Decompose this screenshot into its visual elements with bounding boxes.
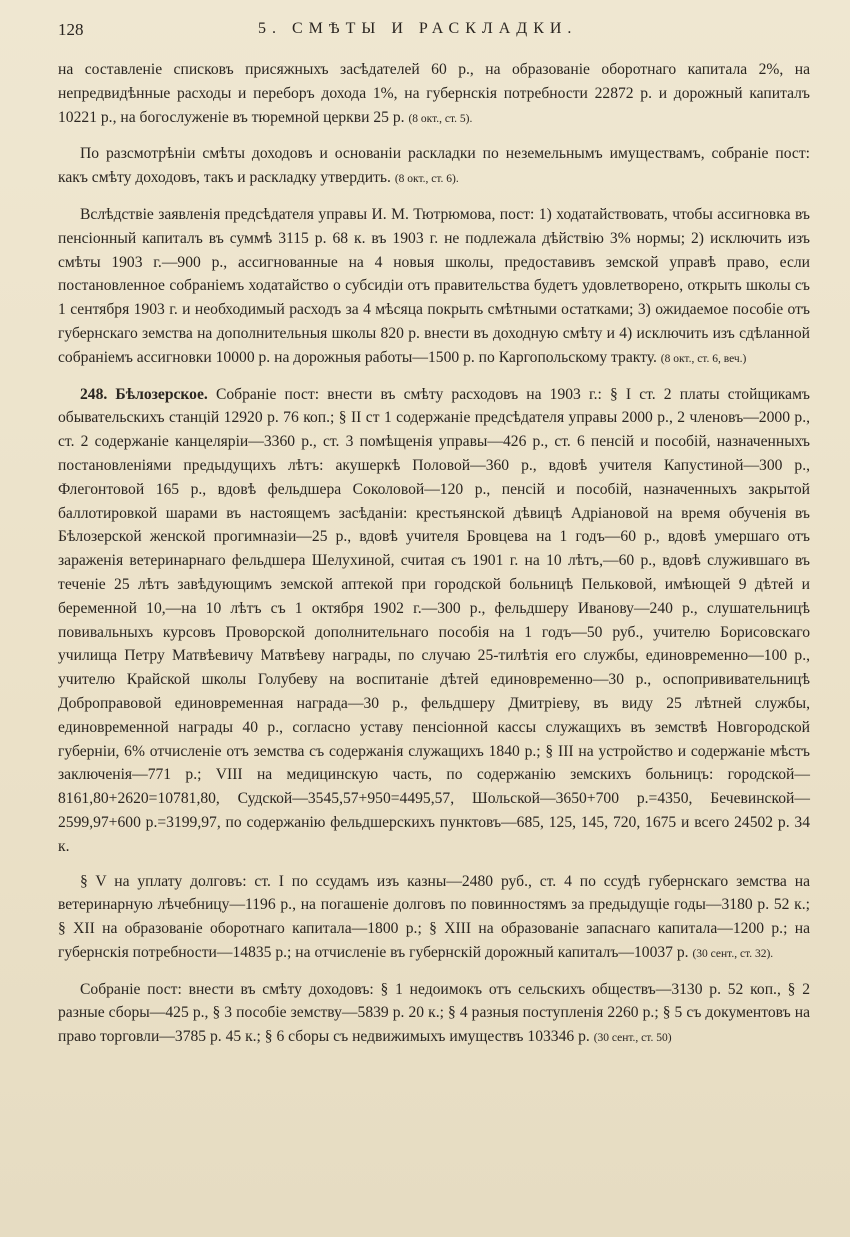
paragraph-continuation bbox=[58, 58, 810, 131]
page-number: 128 bbox=[58, 20, 84, 39]
paragraph-entry-248 bbox=[58, 383, 810, 859]
paragraph-text: Собраніе пост: внести въ смѣту расходовъ на 1903 г.: § I ст. 2 платы стойщикамъ обывательскихъ станцій 12920 р. 76 коп.; § II ст 1 содержаніе предсѣдателя управы 2000 р., 2 членовъ—2000 р., ст. 2 содержаніе канцеляріи—3360 р., ст. 3 помѣщенія управы—426 р., ст. 6 пенсій и пособій, назначенныхъ постановленіями предыдущихъ лѣтъ: акушеркѣ Половой—360 р., вдовѣ учителя Капустиной—300 р., Флегонтовой 165 р., вдовѣ фельдшера Соколовой—120 р., пенсій и пособій, назначенныхъ закрытой баллотировкой шарами въ настоящемъ засѣданіи: крестьянской дѣвицѣ Адріановой на время обученія въ Бѣлозерской женской прогимназіи—25 р., вдовѣ учителя Бровцева на 1 годъ—60 р., вдовѣ умершаго отъ зараженія ветеринарнаго фельдшера Шелухиной, считая съ 1901 г. на 10 лѣтъ,—60 р., вдовѣ служившаго въ теченіе 25 лѣтъ завѣдующимъ земской аптекой при городской больницѣ Пельковой, имѣющей 9 дѣтей и беременной 10,—на 10 лѣтъ съ 1 октября 1902 г.—300 р., фельдшеру Иванову—240 р., слушательницѣ повивальныхъ курсовъ Проворской дополнительнаго пособія на 1 годъ—50 руб., учителю Борисовскаго училища Петру Матвѣевичу Матвѣеву награды, по случаю 25-тилѣтія его службы, единовременно—100 р., учителю Крайской школы Голубеву на воспитаніе дѣтей единовременно—30 р., оспопрививательницѣ Доброправовой единовременная награда—30 р., фельдшеру Дмитріеву, въ виду 25 лѣтней службы, единовременной награды 40 р., согласно уставу пенсіонной кассы служащихъ въ земствѣ Новгородской губерніи, 6% отчисленіе отъ земства съ содержанія служащихъ 1840 р.; § III на устройство и содержаніе мѣстъ заключенія—771 р.; VIII на медицинскую часть, по содержанію земскихъ больницъ: городской—8161,80+2620=10781,80, Судской—3545,57+950=4495,57, Шольской—3650+700 р.=4350, Бечевинской—2599,97+600 р.=3199,97, по содержанію фельдшерскихъ пунктовъ—685, 125, 145, 720, 1675 и всего 24502 р. 34 к. bbox=[58, 385, 810, 855]
paragraph-income-items bbox=[58, 978, 810, 1051]
running-header bbox=[58, 14, 810, 46]
paragraph-text: Вслѣдствіе заявленія предсѣдателя управы И. М. Тютрюмова, пост: 1) ходатайствовать, чтобы ассигновка въ пенсіонный капиталъ въ суммѣ 3115 р. 68 к. въ 1903 г. не подлежала дѣйствію 3% нормы; 2) исключить изъ смѣты 1903 г.—900 р., ассигнованные на 4 новыя школы, предоставивъ земской управѣ право, если постановленное собраніемъ ходатайство о субсидіи отъ правительства будетъ удовлетворено, открыть школы съ 1 сентября 1903 г. и необходимый расходъ за 4 мѣсяца покрыть смѣтными остатками; 3) ожидаемое пособіе отъ губернскаго земства на дополнительныя школы 820 р. внести въ доходную смѣту и 4) исключить изъ сдѣланной собраніемъ ассигновки 10000 р. на дорожныя работы—1500 р. по Каргопольскому тракту. bbox=[58, 205, 810, 366]
session-reference: (8 окт., ст. 6). bbox=[394, 173, 459, 186]
body-text bbox=[58, 58, 810, 1051]
paragraph-text: По разсмотрѣніи смѣты доходовъ и основаніи раскладки по неземельнымъ имуществамъ, собраніе пост: какъ смѣту доходовъ, такъ и раскладку утвердить. bbox=[58, 145, 810, 187]
paragraph-text: Собраніе пост: внести въ смѣту доходовъ: § 1 недоимокъ отъ сельскихъ обществъ—3130 р. 52 коп., § 2 разные сборы—425 р., § 3 пособіе земству—5839 р. 20 к.; § 4 разныя поступленія 2260 р.; § 5 съ документовъ на право торговли—3785 р. 45 к.; § 6 сборы съ недвижимыхъ имуществъ 103346 р. bbox=[58, 980, 810, 1046]
paragraph-text: § V на уплату долговъ: ст. I по ссудамъ изъ казны—2480 руб., ст. 4 по ссудѣ губернскаго земства на ветеринарную лѣчебницу—1196 р., на погашеніе долговъ по повинностямъ за предыдущіе годы—3180 р. 52 к.; § XII на образованіе оборотнаго капитала—1800 р.; § XIII на образованіе запаснаго капитала—1200 р.; на губернскія потребности—14835 р.; на отчисленіе въ губернскій дорожный капиталъ—10037 р. bbox=[58, 872, 810, 961]
paragraph-text: на составленіе списковъ присяжныхъ засѣдателей 60 р., на образованіе оборотнаго капитала 2%, на непредвидѣнные расходы и переборъ дохода 1%, на губернскія потребности 22872 р. и дорожный капиталъ 10221 р., на богослуженіе въ тюремной церкви 25 р. bbox=[58, 61, 810, 126]
paragraph-income-estimate bbox=[58, 142, 810, 192]
entry-heading: 248. Бѣлозерское. bbox=[80, 385, 208, 403]
section-title: 5. СМѢТЫ И РАСКЛАДКИ. bbox=[258, 20, 578, 37]
paragraph-chairman-statement bbox=[58, 203, 810, 372]
session-reference: (30 сент., ст. 50) bbox=[593, 1032, 672, 1045]
session-reference: (30 сент., ст. 32). bbox=[692, 947, 774, 960]
paragraph-debts bbox=[58, 870, 810, 967]
session-reference: (8 окт., ст. 5). bbox=[408, 112, 473, 125]
session-reference: (8 окт., ст. 6, веч.) bbox=[660, 352, 747, 365]
